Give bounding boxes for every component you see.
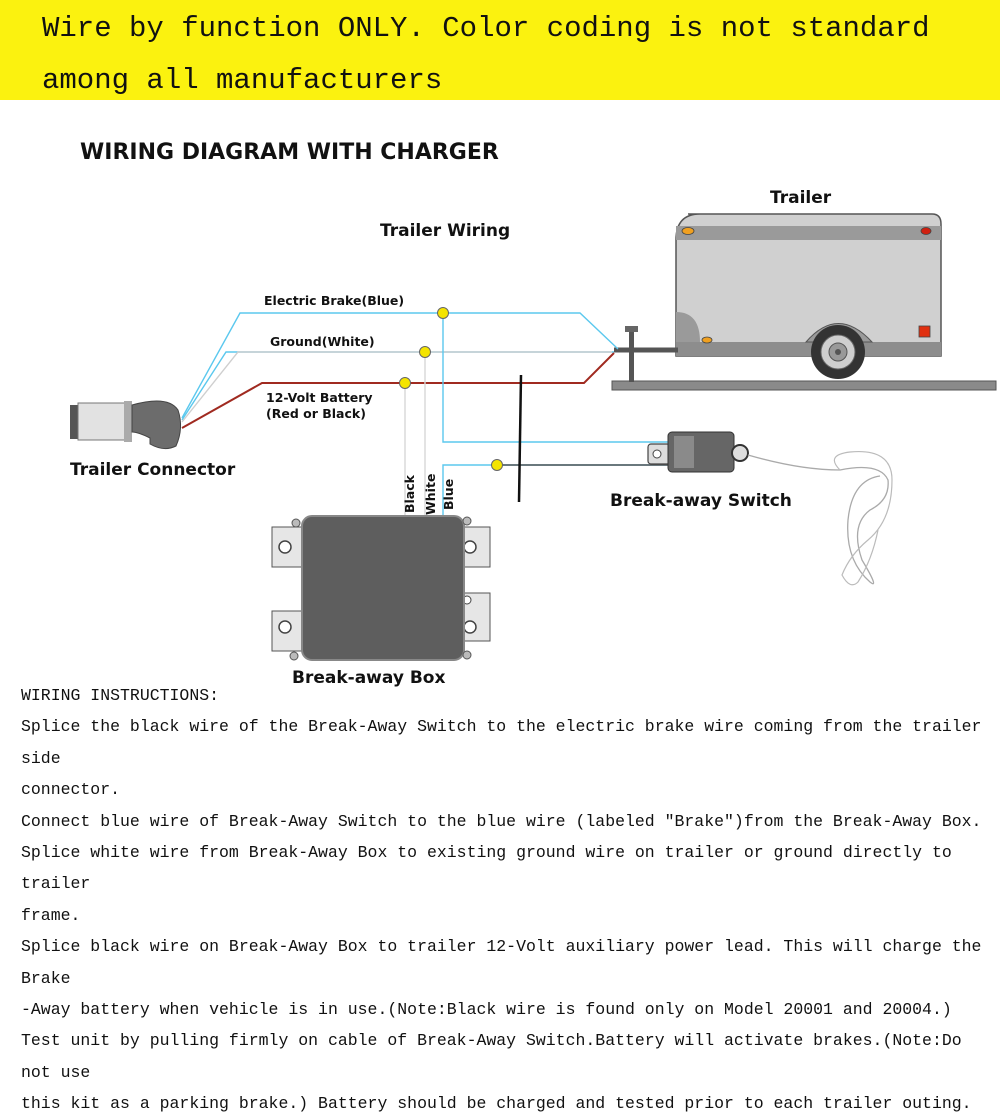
junction-brake xyxy=(438,308,449,319)
wiring-instructions xyxy=(21,680,996,1120)
junction-ground xyxy=(420,347,431,358)
breakaway-box-label: Break-away Box xyxy=(292,668,446,688)
trailer-label: Trailer xyxy=(770,188,832,208)
wire-label-brake: Electric Brake(Blue) xyxy=(264,293,405,308)
breakaway-box-graphic xyxy=(272,516,490,660)
instruction-line: Splice white wire from Break-Away Box to existing ground wire on trailer or ground directly to trailer xyxy=(21,843,962,894)
box-wire-label-blue: Blue xyxy=(441,478,456,510)
instruction-line: frame. xyxy=(21,905,81,925)
banner-line-2: among all manufacturers xyxy=(42,64,443,97)
trailer-connector-graphic xyxy=(70,401,181,449)
wiring-diagram xyxy=(0,100,1000,680)
breakaway-switch-label: Break-away Switch xyxy=(610,491,792,511)
trailer-graphic xyxy=(614,214,941,382)
wire-label-battery-color: (Red or Black) xyxy=(266,406,366,421)
box-wire-label-black: Black xyxy=(402,475,417,513)
wire-label-ground: Ground(White) xyxy=(270,334,375,349)
instruction-line: Splice the black wire of the Break-Away Switch to the electric brake wire coming from the trailer side xyxy=(21,717,992,768)
junction-battery xyxy=(400,378,411,389)
instruction-line: Splice black wire on Break-Away Box to trailer 12-Volt auxiliary power lead. This will charge the Brake xyxy=(21,937,992,988)
wire-label-battery: 12-Volt Battery xyxy=(266,390,373,405)
instruction-line: -Away battery when vehicle is in use.(Note:Black wire is found only on Model 20001 and 20004.) xyxy=(21,1000,952,1020)
banner-line-1: Wire by function ONLY. Color coding is not standard xyxy=(42,12,930,45)
instruction-line: this kit as a parking brake.) Battery should be charged and tested prior to each trailer outing. xyxy=(21,1094,972,1114)
trailer-connector-label: Trailer Connector xyxy=(70,460,236,480)
instructions-heading: WIRING INSTRUCTIONS: xyxy=(21,686,220,705)
break-line xyxy=(519,375,521,502)
ground-bar xyxy=(612,381,996,390)
instruction-line: Connect blue wire of Break-Away Switch to the blue wire (labeled "Brake")from the Break-Away Box. xyxy=(21,811,982,831)
warning-banner xyxy=(0,0,1000,100)
diagram-title: WIRING DIAGRAM WITH CHARGER xyxy=(80,140,499,165)
box-wire-label-white: White xyxy=(423,473,438,515)
instruction-line: Test unit by pulling firmly on cable of Break-Away Switch.Battery will activate brakes.(Note:Do not use xyxy=(21,1031,972,1082)
junction-switch xyxy=(492,460,503,471)
trailer-wiring-label: Trailer Wiring xyxy=(380,221,511,241)
instruction-line: connector. xyxy=(21,780,121,800)
